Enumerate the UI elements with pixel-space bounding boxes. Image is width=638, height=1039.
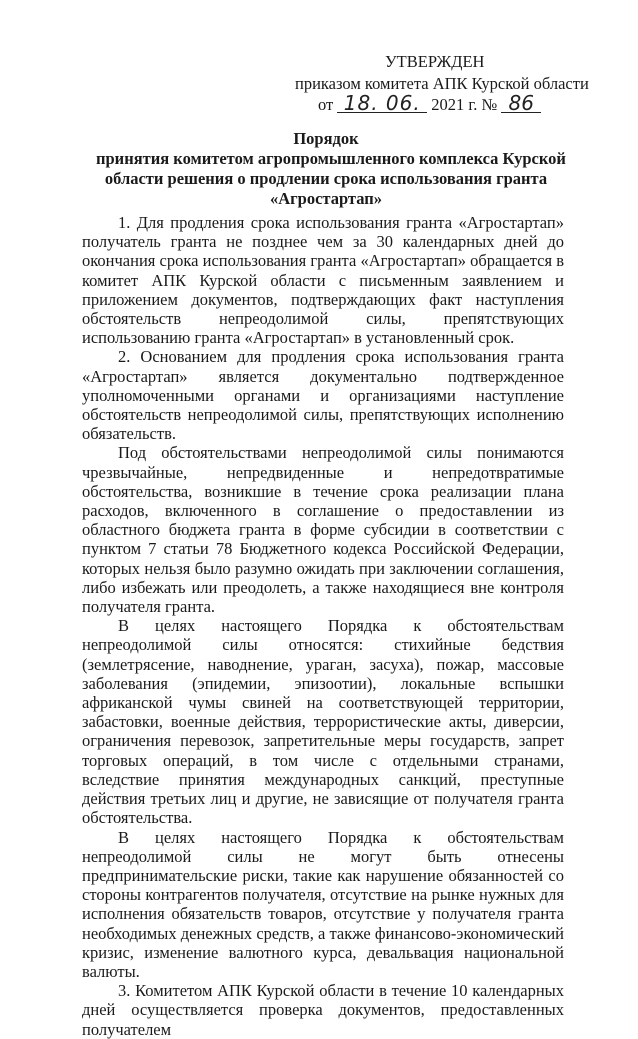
paragraph-1: 1. Для продления срока использования гранта «Агростартап» получатель гранта не позднее чем за 30 календарных дней до окончания срока использования гранта «Агростартап» обращается в комитет АПК Курской области с письменным заявлением и приложением документов, подтверждающих факт наступления обстоятельств непреодолимой силы, препятствующих использованию гранта «Агростартап» в установленный срок. <box>82 213 564 348</box>
title-line-2: принятия комитетом агропромышленного комплекса Курской <box>96 149 566 168</box>
order-date-line <box>318 91 541 115</box>
date-prefix: от <box>318 95 334 114</box>
paragraph-4: В целях настоящего Порядка к обстоятельствам непреодолимой силы относятся: стихийные бедствия (землетрясение, наводнение, ураган, засуха), пожар, массовые заболевания (эпидемии, эпизоотии), локальные вспышки африканской чумы свиней на соответствующей территории, забастовки, военные действия, террористические акты, диверсии, ограничения перевозок, запретительные меры государств, запрет торговых операций, в том числе с отдельными странами, вследствие принятия международных санкций, преступные действия третьих лиц и другие, не зависящие от получателя гранта обстоятельства. <box>82 616 564 828</box>
paragraph-6: 3. Комитетом АПК Курской области в течение 10 календарных дней осуществляется проверка документов, предоставленных получателем <box>82 981 564 1039</box>
paragraph-5: В целях настоящего Порядка к обстоятельствам непреодолимой силы не могут быть отнесены предпринимательские риски, такие как нарушение обязанностей со стороны контрагентов получателя, отсутствие на рынке нужных для исполнения обязательств товаров, отсутствие у получателя гранта необходимых денежных средств, а также финансово-экономический кризис, изменение валютного курса, девальвация национальной валюты. <box>82 827 564 981</box>
paragraph-3: Под обстоятельствами непреодолимой силы понимаются чрезвычайные, непредвиденные и непредотвратимые обстоятельства, возникшие в течение срока реализации плана расходов, включенного в соглашение о предоставлении из областного бюджета гранта в форме субсидии в соответствии с пунктом 7 статьи 78 Бюджетного кодекса Российской Федерации, которых нельзя было разумно ожидать при заключении соглашения, либо избежать или преодолеть, а также находящиеся вне контроля получателя гранта. <box>82 443 564 617</box>
title-line-1: Порядок <box>293 129 359 148</box>
year-text: 2021 г. № <box>431 95 498 114</box>
handwritten-date: 18. 06. <box>337 94 427 113</box>
approved-label: УТВЕРЖДЕН <box>385 52 485 71</box>
document-body <box>82 213 564 1039</box>
document-title <box>96 129 566 209</box>
handwritten-order-number: 86 <box>501 94 541 113</box>
title-line-3: области решения о продлении срока использования гранта <box>104 169 548 188</box>
paragraph-2: 2. Основанием для продления срока использования гранта «Агростартап» является документально подтвержденное уполномоченными органами и организациями наступление обстоятельств непреодолимой силы, препятствующих исполнению обязательств. <box>82 347 564 444</box>
title-line-4: «Агростартап» <box>269 189 383 208</box>
order-line: приказом комитета АПК Курской области <box>295 74 589 93</box>
